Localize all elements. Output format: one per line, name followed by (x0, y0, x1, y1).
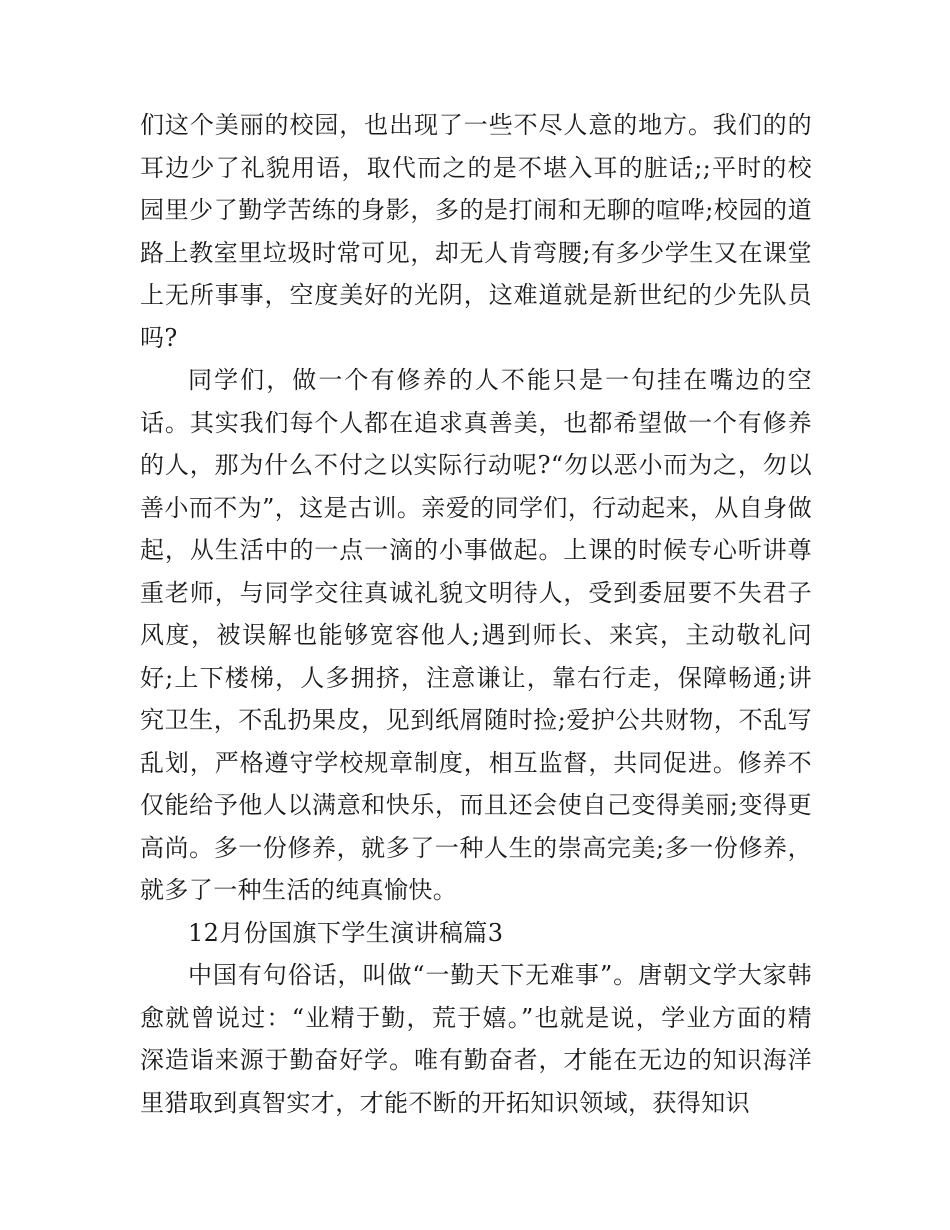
document-body (140, 104, 812, 1124)
section-heading: 12月份国旗下学生演讲稿篇3 (188, 918, 504, 947)
paragraph-self-cultivation: 同学们，做一个有修养的人不能只是一句挂在嘴边的空话。其实我们每个人都在追求真善美，也都希望做一个有修养的人，那为什么不付之以实际行动呢?“勿以恶小而为之，勿以善小而不为”，这是古训。亲爱的同学们，行动起来，从自身做起，从生活中的一点一滴的小事做起。上课的时候专心听讲尊重老师，与同学交往真诚礼貌文明待人，受到委屈要不失君子风度，被误解也能够宽容他人;遇到师长、来宾，主动敬礼问好;上下楼梯，人多拥挤，注意谦让，靠右行走，保障畅通;讲究卫生，不乱扔果皮，见到纸屑随时捡;爱护公共财物，不乱写乱划，严格遵守学校规章制度，相互监督，共同促进。修养不仅能给予他人以满意和快乐，而且还会使自己变得美丽;变得更高尚。多一份修养，就多了一种人生的崇高完美;多一份修养，就多了一种生活的纯真愉快。 (140, 366, 812, 904)
paragraph-intro: 们这个美丽的校园，也出现了一些不尽人意的地方。我们的的耳边少了礼貌用语，取代而之的是不堪入耳的脏话;;平时的校园里少了勤学苦练的身影，多的是打闹和无聊的喧哗;校园的道路上教室里垃圾时常可见，却无人肯弯腰;有多少学生又在课堂上无所事事，空度美好的光阴，这难道就是新世纪的少先队员吗? (140, 111, 812, 352)
paragraph-diligence: 中国有句俗话，叫做“一勤天下无难事”。唐朝文学大家韩愈就曾说过：“业精于勤，荒于嬉。”也就是说，学业方面的精深造诣来源于勤奋好学。唯有勤奋者，才能在无边的知识海洋里猎取到真智实才，才能不断的开拓知识领域，获得知识 (140, 961, 812, 1117)
